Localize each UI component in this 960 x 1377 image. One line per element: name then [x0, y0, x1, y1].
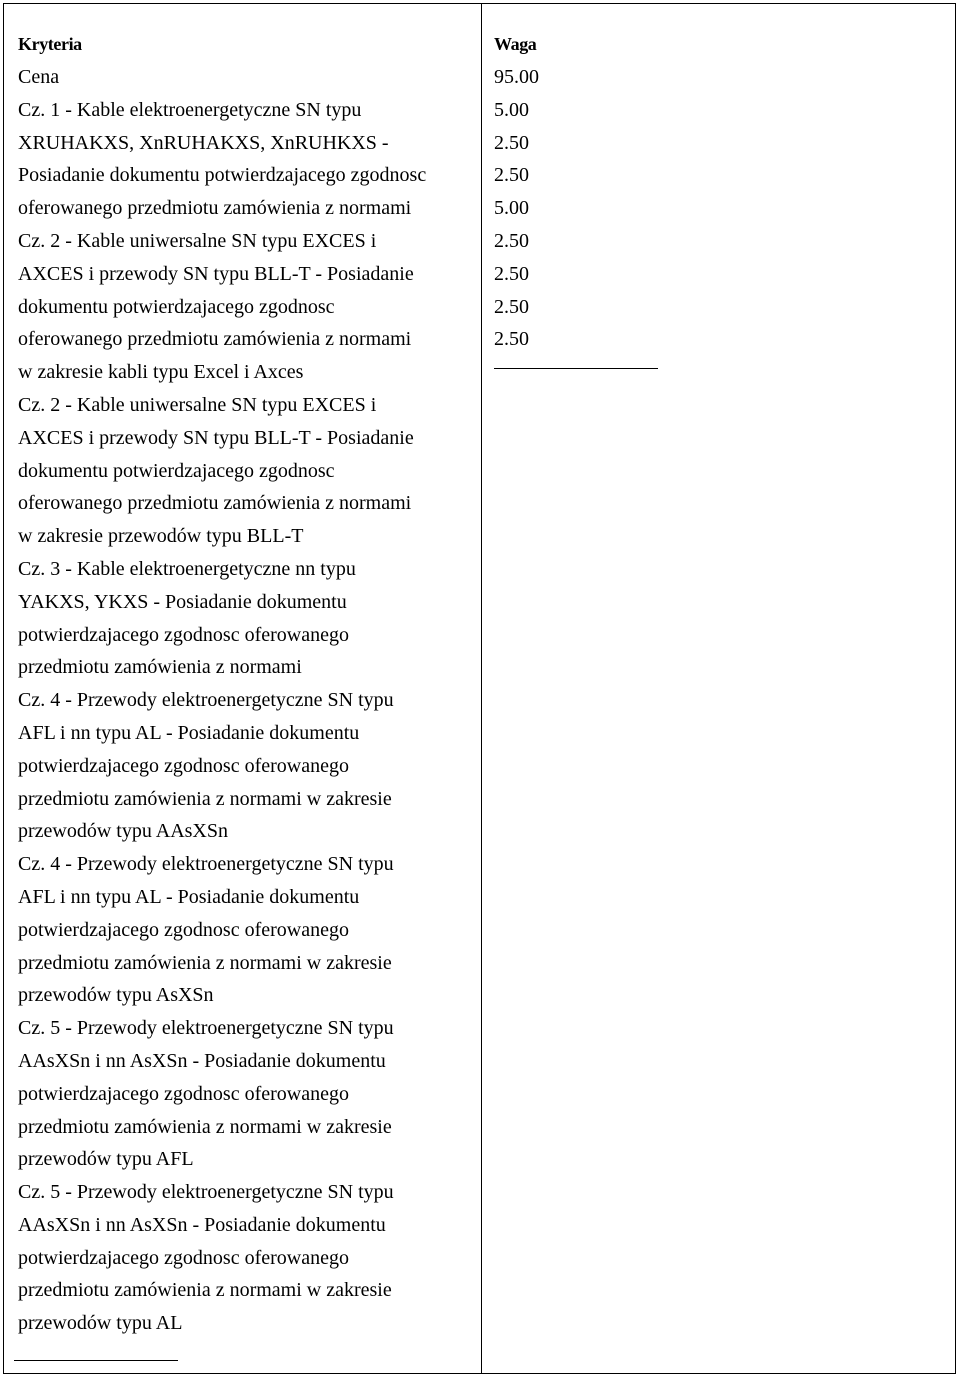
- criteria-line: przedmiotu zamówienia z normami: [18, 656, 302, 679]
- criteria-line: AFL i nn typu AL - Posiadanie dokumentu: [18, 721, 360, 744]
- weight-value: 2.50: [494, 131, 529, 154]
- footnote-rule: [14, 1360, 178, 1361]
- criteria-line: Cz. 5 - Przewody elektroenergetyczne SN typu: [18, 1017, 394, 1040]
- criteria-line: AAsXSn i nn AsXSn - Posiadanie dokumentu: [18, 1213, 386, 1236]
- criteria-line: AXCES i przewody SN typu BLL-T - Posiadanie: [18, 262, 414, 285]
- criteria-line: potwierdzajacego zgodnosc oferowanego: [18, 754, 349, 777]
- criteria-line: AAsXSn i nn AsXSn - Posiadanie dokumentu: [18, 1049, 386, 1072]
- criteria-line: przedmiotu zamówienia z normami w zakresie: [18, 787, 392, 810]
- weight-value: 5.00: [494, 197, 529, 220]
- weight-value: 5.00: [494, 98, 529, 121]
- weight-value: 2.50: [494, 164, 529, 187]
- criteria-line: potwierdzajacego zgodnosc oferowanego: [18, 623, 349, 646]
- criteria-line: Posiadanie dokumentu potwierdzajacego zgodnosc: [18, 164, 427, 187]
- criteria-line: oferowanego przedmiotu zamówienia z normami: [18, 197, 412, 220]
- criteria-line: potwierdzajacego zgodnosc oferowanego: [18, 918, 349, 941]
- criteria-line: w zakresie kabli typu Excel i Axces: [18, 361, 304, 384]
- criteria-line: w zakresie przewodów typu BLL-T: [18, 525, 304, 548]
- weight-value: 2.50: [494, 262, 529, 285]
- criteria-header: Kryteria: [18, 34, 82, 54]
- criteria-line: przedmiotu zamówienia z normami w zakresie: [18, 951, 392, 974]
- column-divider: [481, 4, 482, 1373]
- criteria-line: dokumentu potwierdzajacego zgodnosc: [18, 459, 335, 482]
- criteria-column: [18, 28, 476, 1340]
- criteria-line: potwierdzajacego zgodnosc oferowanego: [18, 1246, 349, 1269]
- criteria-line: Cz. 2 - Kable uniwersalne SN typu EXCES i: [18, 393, 377, 416]
- criteria-line: Cz. 4 - Przewody elektroenergetyczne SN typu: [18, 853, 394, 876]
- criteria-line: przewodów typu AL: [18, 1312, 183, 1335]
- weight-value: 95.00: [494, 66, 539, 88]
- criteria-line: oferowanego przedmiotu zamówienia z normami: [18, 328, 412, 351]
- criteria-line: przedmiotu zamówienia z normami w zakresie: [18, 1115, 392, 1138]
- weight-underline: [494, 368, 658, 369]
- weight-column: [494, 28, 944, 369]
- weight-header: Waga: [494, 34, 537, 54]
- criteria-list: [18, 61, 476, 1340]
- criteria-line: dokumentu potwierdzajacego zgodnosc: [18, 295, 335, 318]
- criteria-line: Cz. 5 - Przewody elektroenergetyczne SN typu: [18, 1181, 394, 1204]
- weight-list: [494, 61, 944, 356]
- weight-value: 2.50: [494, 328, 529, 351]
- criteria-line: przewodów typu AFL: [18, 1148, 194, 1171]
- criteria-table: [3, 3, 956, 1374]
- criteria-line: AXCES i przewody SN typu BLL-T - Posiadanie: [18, 426, 414, 449]
- criteria-line: Cz. 2 - Kable uniwersalne SN typu EXCES i: [18, 229, 377, 252]
- criteria-line: AFL i nn typu AL - Posiadanie dokumentu: [18, 885, 360, 908]
- criteria-line: XRUHAKXS, XnRUHAKXS, XnRUHKXS -: [18, 131, 389, 154]
- criteria-line: przewodów typu AsXSn: [18, 984, 214, 1007]
- criteria-line: Cz. 3 - Kable elektroenergetyczne nn typu: [18, 557, 356, 580]
- criteria-line: potwierdzajacego zgodnosc oferowanego: [18, 1082, 349, 1105]
- criteria-line: przedmiotu zamówienia z normami w zakresie: [18, 1279, 392, 1302]
- criteria-line: YAKXS, YKXS - Posiadanie dokumentu: [18, 590, 347, 613]
- criteria-line: Cz. 1 - Kable elektroenergetyczne SN typu: [18, 98, 362, 121]
- criteria-line: oferowanego przedmiotu zamówienia z normami: [18, 492, 412, 515]
- criteria-line: Cz. 4 - Przewody elektroenergetyczne SN typu: [18, 689, 394, 712]
- weight-value: 2.50: [494, 295, 529, 318]
- weight-value: 2.50: [494, 229, 529, 252]
- criteria-line: Cena: [18, 66, 60, 88]
- criteria-line: przewodów typu AAsXSn: [18, 820, 228, 843]
